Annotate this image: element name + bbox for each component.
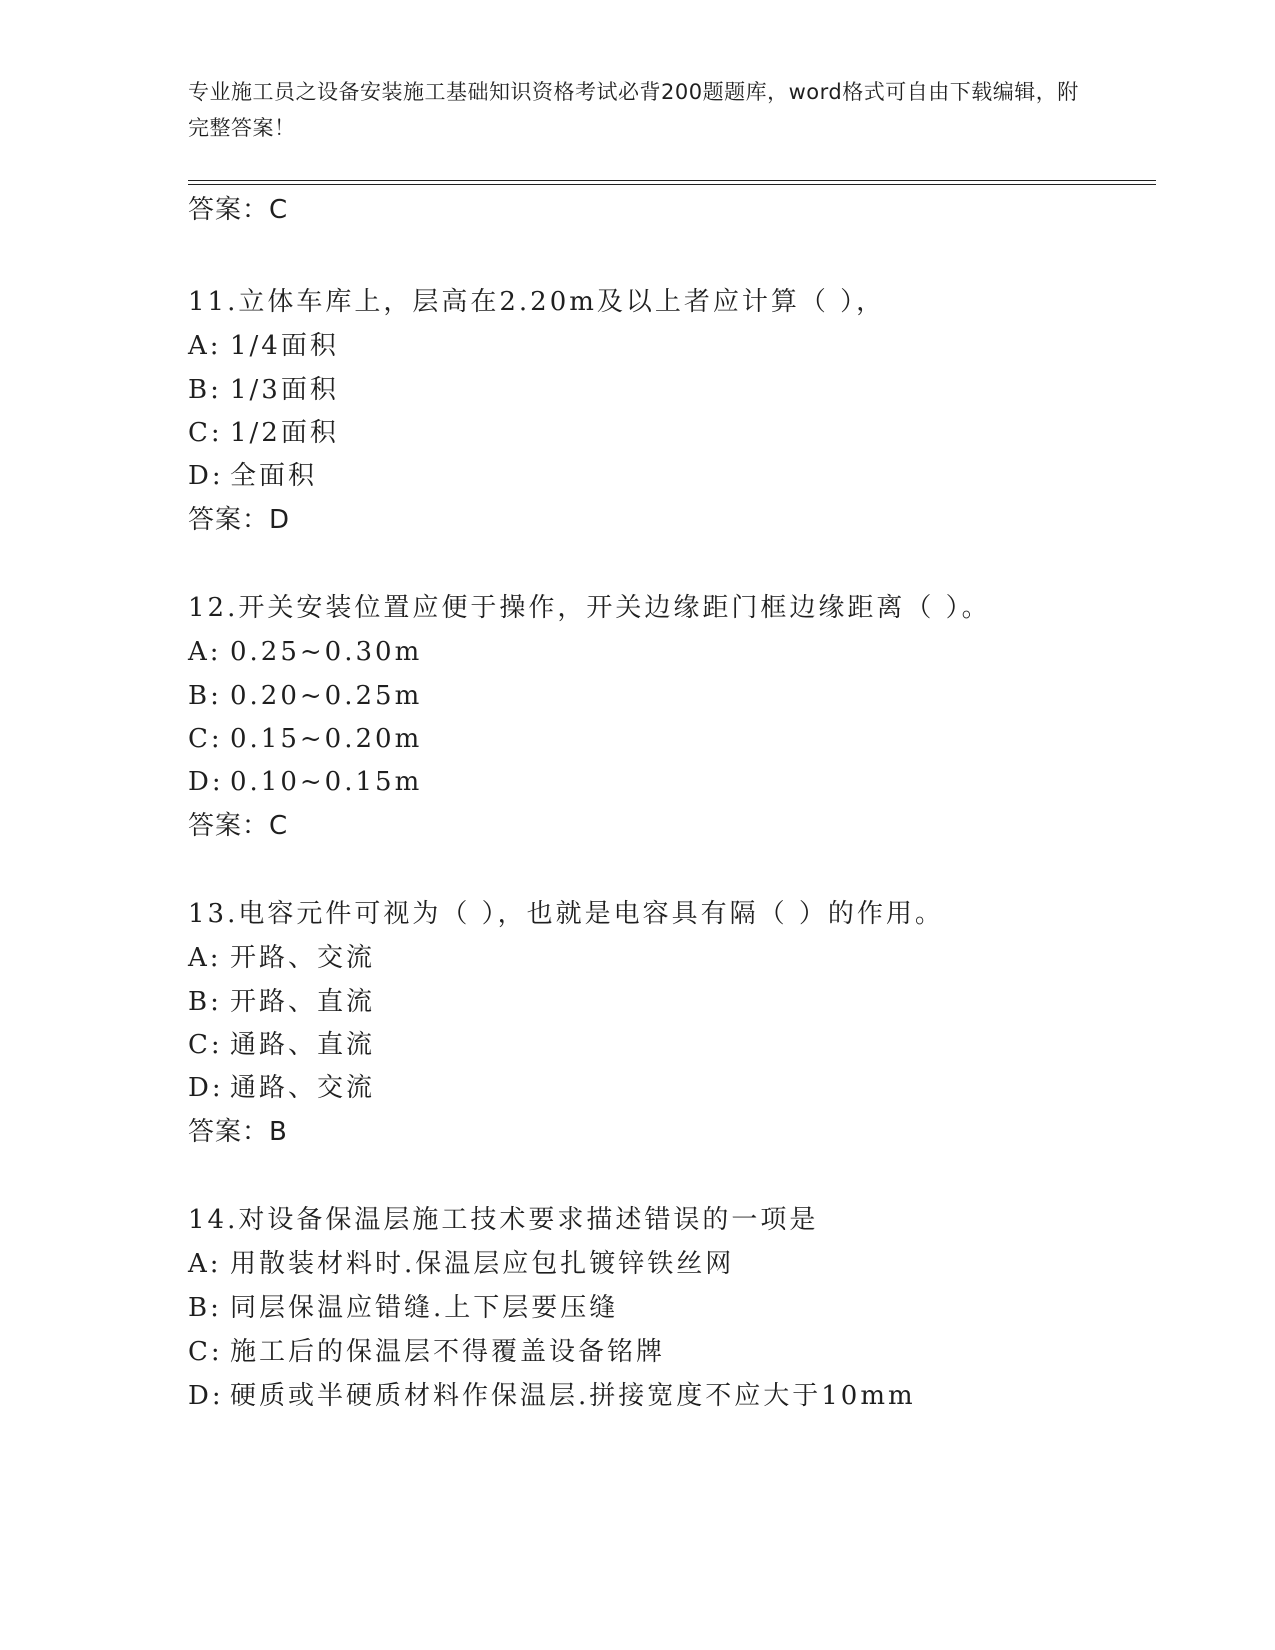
- option-label: D:: [188, 461, 224, 491]
- option-text: 通路、交流: [230, 1073, 376, 1103]
- question-14-option-c: [188, 1336, 665, 1368]
- option-label: D:: [188, 1073, 224, 1103]
- question-13-answer: 答案：B: [188, 1117, 288, 1147]
- header-divider-top: [188, 180, 1156, 181]
- option-label: A:: [188, 331, 222, 361]
- question-11-option-a: [188, 330, 339, 362]
- option-text: 开路、交流: [230, 943, 376, 973]
- question-11-answer: 答案：D: [188, 505, 291, 535]
- question-14-option-d: [188, 1380, 916, 1412]
- option-text: 1/2面积: [230, 418, 339, 448]
- option-label: C:: [188, 418, 223, 448]
- option-text: 施工后的保温层不得覆盖设备铭牌: [230, 1337, 666, 1367]
- question-11-option-b: [188, 374, 339, 406]
- question-12-option-a: [188, 636, 422, 668]
- option-label: A:: [188, 1249, 222, 1279]
- option-text: 全面积: [230, 461, 318, 491]
- option-text: 开路、直流: [230, 987, 376, 1017]
- question-13-option-a: [188, 942, 375, 974]
- option-label: B:: [188, 681, 222, 711]
- option-text: 0.25~0.30m: [230, 637, 423, 667]
- option-text: 1/4面积: [230, 331, 339, 361]
- option-text: 0.10~0.15m: [230, 767, 423, 797]
- option-label: B:: [188, 987, 222, 1017]
- option-text: 0.20~0.25m: [230, 681, 423, 711]
- option-text: 同层保温应错缝.上下层要压缝: [230, 1293, 619, 1323]
- option-label: B:: [188, 375, 222, 405]
- option-label: A:: [188, 943, 222, 973]
- option-label: D:: [188, 1381, 224, 1411]
- question-14-option-a: [188, 1248, 734, 1280]
- header-divider-bottom: [188, 184, 1156, 185]
- option-label: B:: [188, 1293, 222, 1323]
- question-11-stem: 11.立体车库上，层高在2.20m及以上者应计算（ ），: [188, 287, 886, 317]
- option-text: 0.15~0.20m: [230, 724, 423, 754]
- previous-answer: 答案：C: [188, 195, 289, 225]
- option-label: D:: [188, 767, 224, 797]
- document-header: 专业施工员之设备安装施工基础知识资格考试必背200题题库，word格式可自由下载编辑，附完整答案！: [188, 80, 1079, 140]
- question-12-answer: 答案：C: [188, 811, 289, 841]
- question-13-stem: 13.电容元件可视为（ ），也就是电容具有隔（ ）的作用。: [188, 899, 944, 929]
- question-13-option-b: [188, 986, 375, 1018]
- question-11-option-d: [188, 460, 317, 492]
- question-13-option-d: [188, 1072, 375, 1104]
- option-text: 用散装材料时.保温层应包扎镀锌铁丝网: [230, 1249, 735, 1279]
- question-12-option-c: [188, 723, 422, 755]
- option-text: 硬质或半硬质材料作保温层.拼接宽度不应大于10mm: [230, 1381, 916, 1411]
- option-label: C:: [188, 1030, 223, 1060]
- option-label: C:: [188, 724, 223, 754]
- option-label: C:: [188, 1337, 223, 1367]
- option-text: 通路、直流: [230, 1030, 376, 1060]
- question-12-stem: 12.开关安装位置应便于操作，开关边缘距门框边缘距离（ ）。: [188, 593, 991, 623]
- option-label: A:: [188, 637, 222, 667]
- option-text: 1/3面积: [230, 375, 339, 405]
- question-14-option-b: [188, 1292, 618, 1324]
- question-13-option-c: [188, 1029, 375, 1061]
- question-14-stem: 14.对设备保温层施工技术要求描述错误的一项是: [188, 1205, 819, 1235]
- question-12-option-d: [188, 766, 422, 798]
- question-11-option-c: [188, 417, 339, 449]
- question-12-option-b: [188, 680, 422, 712]
